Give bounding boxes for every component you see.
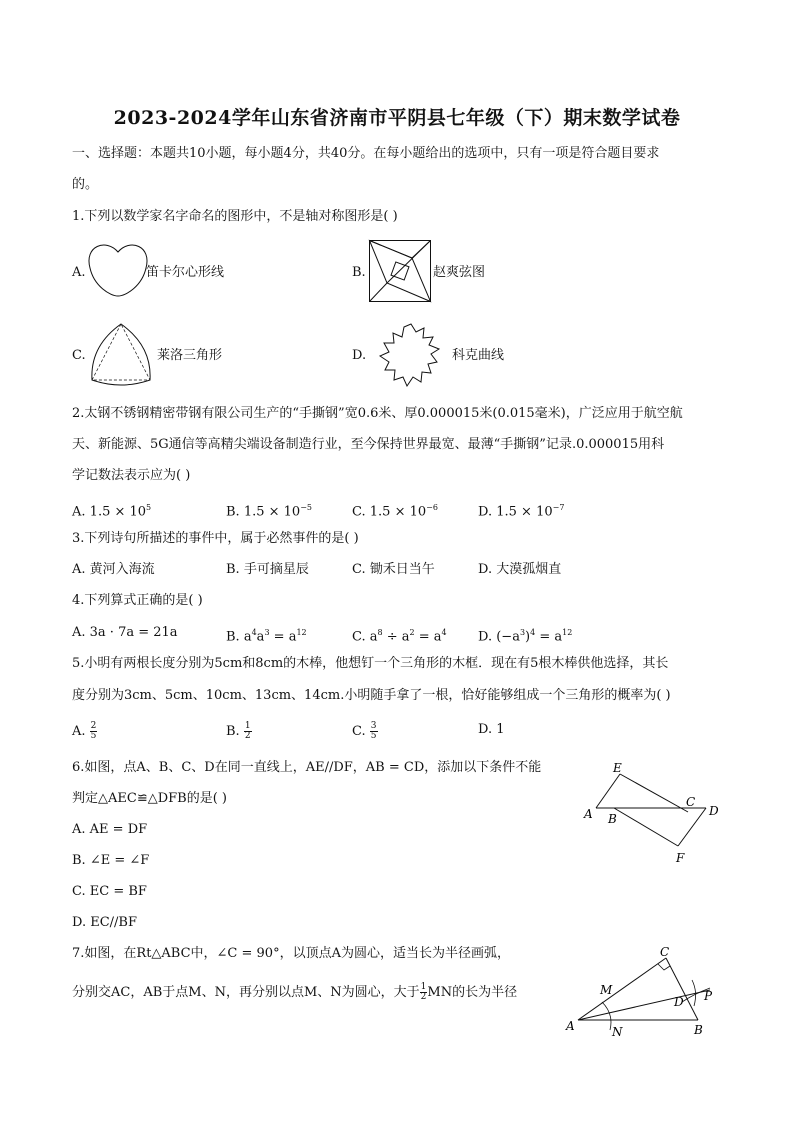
q5-option-b[interactable]: B. $\frac{1}{2}$ [226, 721, 251, 741]
q7-label-m: M [600, 983, 613, 997]
q7-label-d: D [674, 995, 684, 1009]
q6-figure [580, 760, 730, 870]
q6-label-e: E [613, 761, 622, 775]
q7-line2: 分别交AC，AB于点M、N，再分别以点M、N为圆心，大于 $\frac{1}{2}$ MN的长为半径 [72, 982, 518, 1002]
q5-option-d[interactable]: D. 1 [478, 722, 505, 737]
q2-option-b[interactable]: B. $1.5 \times 10^{-5}$ [226, 503, 312, 520]
q2-line1: 2.太钢不锈钢精密带钢有限公司生产的“手撕钢”宽0.6米、厚0.000015米(0.015毫米)，广泛应用于航空航 [72, 406, 683, 421]
q1-option-b-label: 赵爽弦图 [433, 265, 486, 280]
q4-option-d[interactable]: D. $(-a^3)^4 = a^{12}$ [478, 628, 573, 645]
cardioid-figure [88, 242, 148, 298]
zhaoshuang-diagram-figure [369, 240, 431, 302]
q5-line2: 度分别为3cm、5cm、10cm、13cm、14cm.小明随手拿了一根，恰好能够组成一个三角形的概率为( ) [72, 688, 671, 703]
q2-option-d[interactable]: D. $1.5 \times 10^{-7}$ [478, 503, 565, 520]
q1-option-d-label: 科克曲线 [452, 348, 505, 363]
q6-label-b: B [608, 812, 617, 826]
q4-option-c[interactable]: C. $a^8 \div a^2 = a^4$ [352, 628, 447, 645]
q3-option-d[interactable]: D. 大漠孤烟直 [478, 562, 562, 577]
q2-line3: 学记数法表示应为( ) [72, 468, 191, 483]
q2-option-c[interactable]: C. $1.5 \times 10^{-6}$ [352, 503, 438, 520]
q7-label-n: N [612, 1025, 623, 1039]
reuleaux-triangle-figure [88, 322, 154, 386]
q3-option-a[interactable]: A. 黄河入海流 [72, 562, 155, 577]
q5-option-a[interactable]: A. $\frac{2}{5}$ [72, 721, 97, 741]
section-heading: 一、选择题：本题共10小题，每小题4分，共40分。在每小题给出的选项中，只有一项是符合题目要求 [72, 146, 660, 161]
q7-label-a: A [566, 1019, 575, 1033]
section-heading-cont: 的。 [72, 177, 99, 192]
q4-stem: 4.下列算式正确的是( ) [72, 593, 203, 608]
q7-figure [562, 944, 732, 1044]
q3-stem: 3.下列诗句所描述的事件中，属于必然事件的是( ) [72, 531, 359, 546]
q6-option-a[interactable]: A. AE = DF [72, 822, 148, 837]
q7-line1: 7.如图，在Rt△ABC中，∠C = 90°，以顶点A为圆心，适当长为半径画弧， [72, 946, 510, 961]
q2-line2: 天、新能源、5G通信等高精尖端设备制造行业，至今保持世界最宽、最薄“手撕钢”记录.0.000015用科 [72, 437, 665, 452]
q1-option-c-label: 莱洛三角形 [157, 348, 223, 363]
q1-option-a-label: 笛卡尔心形线 [146, 265, 225, 280]
q6-label-a: A [584, 807, 593, 821]
q6-option-d[interactable]: D. EC//BF [72, 915, 137, 930]
q1-option-a-letter[interactable]: A. [72, 265, 86, 280]
q3-option-c[interactable]: C. 锄禾日当午 [352, 562, 435, 577]
q1-stem: 1.下列以数学家名字命名的图形中，不是轴对称图形是( ) [72, 209, 398, 224]
q5-line1: 5.小明有两根长度分别为5cm和8cm的木棒，他想钉一个三角形的木框．现在有5根木棒供他选择，其长 [72, 656, 669, 671]
page-title: 2023-2024学年山东省济南市平阴县七年级（下）期末数学试卷 [113, 107, 681, 129]
koch-curve-figure [369, 318, 453, 394]
q4-option-b[interactable]: B. $a^4a^3 = a^{12}$ [226, 628, 307, 645]
q3-option-b[interactable]: B. 手可摘星辰 [226, 562, 309, 577]
q1-option-c-letter[interactable]: C. [72, 348, 86, 363]
q2-option-a[interactable]: A. $1.5 \times 10^5$ [72, 503, 152, 520]
q6-option-c[interactable]: C. EC = BF [72, 884, 147, 899]
q5-option-c[interactable]: C. $\frac{3}{5}$ [352, 721, 377, 741]
q6-label-f: F [676, 851, 685, 865]
q7-label-b: B [694, 1023, 703, 1037]
q1-option-b-letter[interactable]: B. [352, 265, 366, 280]
q7-label-c: C [660, 945, 670, 959]
q6-option-b[interactable]: B. ∠E = ∠F [72, 853, 150, 868]
q4-option-a[interactable]: A. 3a · 7a = 21a [72, 625, 178, 640]
q6-label-c: C [686, 795, 696, 809]
q6-label-d: D [709, 804, 719, 818]
q6-line1: 6.如图，点A、B、C、D在同一直线上，AE//DF，AB = CD，添加以下条件不能 [72, 760, 542, 775]
q7-label-p: P [704, 989, 713, 1003]
q1-option-d-letter[interactable]: D. [352, 348, 367, 363]
q6-line2: 判定△AEC≌△DFB的是( ) [72, 791, 227, 806]
